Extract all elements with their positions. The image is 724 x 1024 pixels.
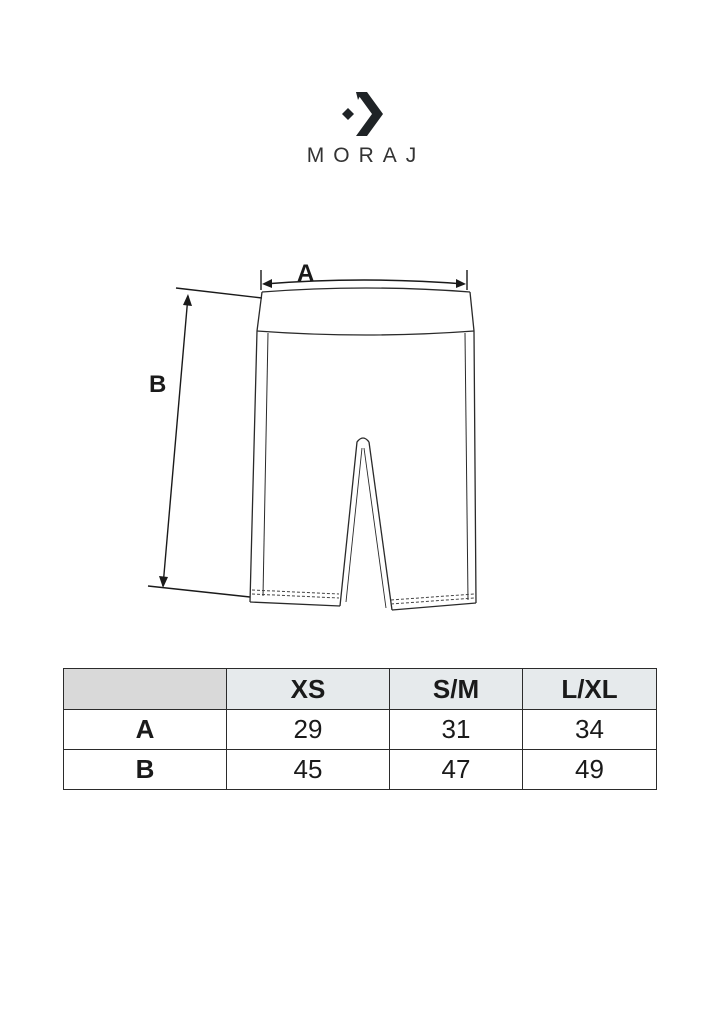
measurement-label-b: B — [149, 371, 167, 398]
brand-logo — [0, 84, 724, 174]
hem-stitching — [252, 590, 474, 604]
cell-a-sm: 31 — [390, 710, 523, 750]
measurement-b-arrow — [148, 288, 262, 597]
row-label-a: A — [64, 710, 227, 750]
size-chart-table — [63, 668, 657, 790]
size-header-corner — [64, 669, 227, 710]
measurement-a-arrow — [261, 270, 467, 290]
size-header-lxl: L/XL — [523, 669, 657, 710]
cell-b-xs: 45 — [227, 750, 390, 790]
table-row — [64, 710, 657, 750]
shorts-diagram-svg — [0, 240, 724, 630]
moraj-arrow-logo-icon — [338, 92, 388, 136]
measurement-label-a: A — [297, 260, 315, 287]
arrowhead-a-right — [456, 279, 466, 288]
cell-b-sm: 47 — [390, 750, 523, 790]
shorts-measurement-diagram — [0, 240, 724, 630]
cell-a-lxl: 34 — [523, 710, 657, 750]
cell-a-xs: 29 — [227, 710, 390, 750]
brand-name: MORAJ — [306, 144, 426, 167]
cell-b-lxl: 49 — [523, 750, 657, 790]
arrowhead-b-bottom — [159, 576, 168, 588]
size-header-xs: XS — [227, 669, 390, 710]
shorts-outline — [250, 288, 476, 610]
arrowhead-b-top — [183, 294, 192, 306]
row-label-b: B — [64, 750, 227, 790]
size-header-row — [64, 669, 657, 710]
size-header-sm: S/M — [390, 669, 523, 710]
table-row — [64, 750, 657, 790]
arrowhead-a-left — [262, 279, 272, 288]
